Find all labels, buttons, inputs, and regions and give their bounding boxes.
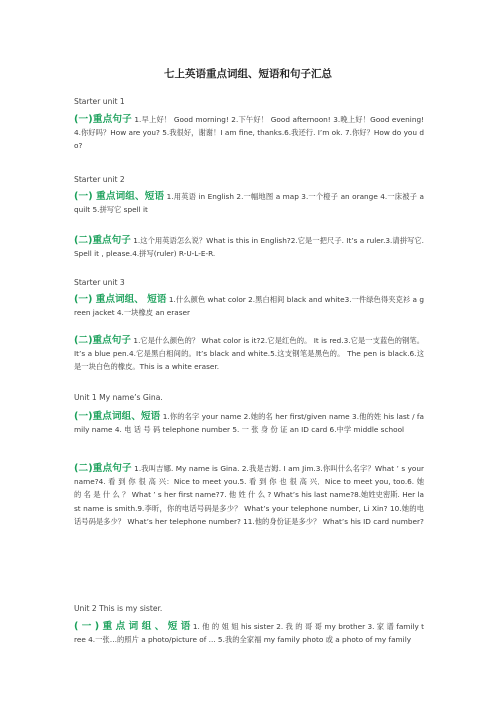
- section-heading: (二)重点句子: [74, 235, 131, 246]
- section-paragraph: [74, 234, 424, 260]
- section-heading: (一)重点句子: [74, 114, 132, 125]
- unit-heading: Unit 2 This is my sister.: [74, 604, 163, 613]
- section-heading: (二)重点句子: [74, 335, 132, 346]
- unit-heading: Unit 1 My name’s Gina.: [74, 393, 163, 402]
- section-heading: (一) 重点词组、 短语: [74, 294, 167, 305]
- section-text: 1.用英语 in English 2.一幅地图 a map 3.一个橙子 an orange 4.一床被子 a quilt 5.拼写它 spell it: [74, 192, 425, 215]
- section-text: 1.什么颜色 what color 2.黑白相间 black and white3.一件绿色得夹克衫 a green jacket 4.一块橡皮 an eraser: [74, 295, 424, 318]
- section-text: 1.你的名字 your name 2.她的名 her first/given name 3.他的姓 his last / family name 4. 电 话 号 码 telephone number 5. 一 张 身 份 证 an ID card 6.中学 middle school: [74, 412, 424, 435]
- unit-heading: Starter unit 2: [74, 175, 125, 184]
- unit-heading: Starter unit 3: [74, 278, 125, 287]
- section-paragraph: [74, 190, 424, 216]
- section-text: 1.这个用英语怎么说？What is this in English?2.它是一把尺子. It’s a ruler.3.请拼写它. Spell it , please.4.拼写(ruler) R-U-L-E-R.: [74, 236, 424, 259]
- section-paragraph: [74, 293, 424, 319]
- section-paragraph: [74, 113, 424, 153]
- section-paragraph: [74, 620, 424, 646]
- unit-heading: Starter unit 1: [74, 97, 125, 106]
- section-heading: (一) 重点词组、短语: [74, 191, 165, 202]
- section-paragraph: [74, 410, 424, 436]
- section-text: 1.早上好！ Good morning! 2.下午好！ Good afternoon! 3.晚上好！Good evening! 4.你好吗？How are you? 5.我很好，谢谢！I am fine, thanks.6.我还行. I’m ok. 7.你好？How do you do?: [74, 115, 424, 151]
- section-paragraph: [74, 334, 424, 374]
- section-text: 1.它是什么颜色的？ What color is it?2.它是红色的。 It is red.3.它是一支蓝色的钢笔。It’s a blue pen.4.它是黑白相间的。It’s black and white.5.这支钢笔是黑色的。 The pen is black.6.这是一块白色的橡皮。This is a white eraser.: [74, 336, 424, 372]
- section-text: 1. 他 的 姐 姐 his sister 2. 我 的 哥 哥 my brother 3. 家 谱 family tree 4.一张…的照片 a photo/picture of ... 5.我的全家福 my family photo 或 a photo of my family: [74, 622, 424, 645]
- section-heading: (二)重点句子: [74, 463, 132, 474]
- section-heading: ( 一 ) 重 点 词 组 、 短 语: [74, 621, 191, 632]
- section-text: 1.我叫吉娜. My name is Gina. 2.我是吉姆. I am Jim.3.你叫什么名字？What ’ s your name?4. 看 到 你 很 高 兴：Nice to meet you.5. 看 到 你 也 很 高 兴．Nice to meet you, too.6. 她 的 名 是 什 么 ？ What ’ s her first name?7. 他 姓 什 么 ? What’s his last name?8.她姓史密斯. Her last name is smith.9.李昕，你的电话号码是多少？ What’s your telephone number, Li Xin? 10.她的电话号码是多少？ What’s her telephone number? 11.他的身份证是多少？ What’s his ID card number?: [74, 464, 424, 526]
- section-heading: (一)重点词组、短语: [74, 411, 161, 422]
- section-paragraph: [74, 462, 424, 528]
- document-title: 七上英语重点词组、短语和句子汇总: [164, 68, 332, 80]
